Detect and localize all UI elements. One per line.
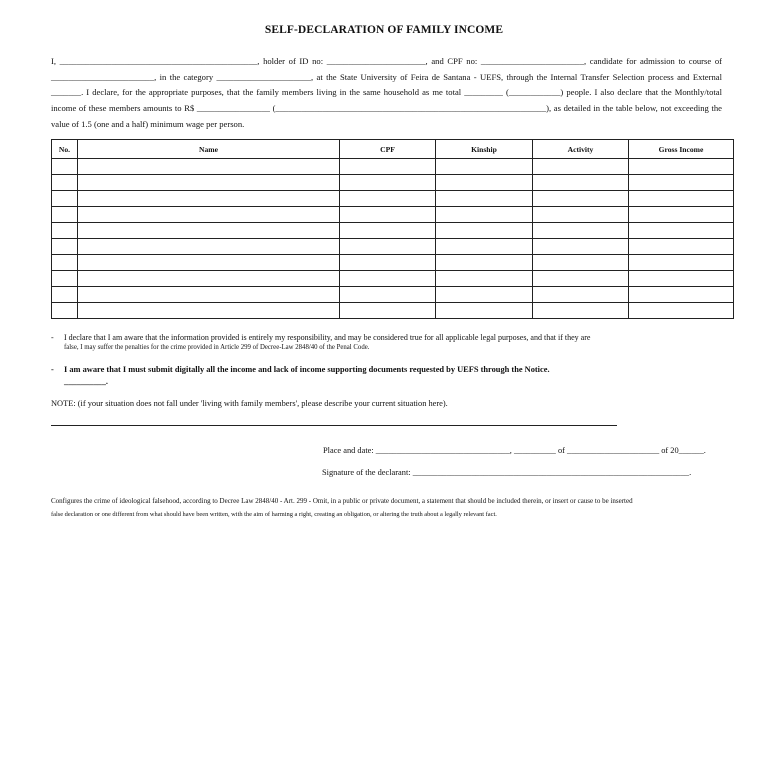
table-cell[interactable]: [52, 191, 78, 207]
documents-statement: [51, 364, 731, 388]
table-cell[interactable]: [533, 303, 629, 319]
table-cell[interactable]: [436, 191, 533, 207]
table-row: [52, 191, 734, 207]
table-cell[interactable]: [78, 175, 340, 191]
family-income-table: [51, 139, 734, 319]
table-cell[interactable]: [436, 207, 533, 223]
table-cell[interactable]: [533, 191, 629, 207]
table-cell[interactable]: [52, 303, 78, 319]
table-cell[interactable]: [52, 271, 78, 287]
table-cell[interactable]: [436, 239, 533, 255]
table-cell[interactable]: [52, 255, 78, 271]
table-cell[interactable]: [629, 175, 734, 191]
table-cell[interactable]: [78, 287, 340, 303]
table-row: [52, 223, 734, 239]
table-cell[interactable]: [436, 175, 533, 191]
table-cell[interactable]: [533, 239, 629, 255]
signature-field[interactable]: Signature of the declarant: __________________________________________________________________.: [322, 468, 692, 477]
table-cell[interactable]: [340, 287, 436, 303]
table-cell[interactable]: [52, 207, 78, 223]
table-cell[interactable]: [78, 159, 340, 175]
note-text: NOTE: (if your situation does not fall under 'living with family members', please describe your current situation here).: [51, 399, 448, 408]
documents-line-2: __________.: [64, 377, 108, 386]
table-cell[interactable]: [629, 159, 734, 175]
declaration-paragraph: I, ______________________________________________, holder of ID no: _______________________, and CPF no: ________________________, candidate for admission to course of ________________________, in the category ______________________, at the State University of Feira de Santana - UEFS, through the Internal Transfer Selection process and External _______. I declare, for the appropriate purposes, that the family members living in the same household as me total _________ (____________) people. I also declare that the Monthly/total income of these members amounts to R$ _________________ (_______________________________________________________________), as detailed in the table below, not exceeding the value of 1.5 (one and a half) minimum wage per person.: [51, 56, 722, 129]
footnote-line-2: false declaration or one different from what should have been written, with the aim of harming a right, creating an obligation, or altering the truth about a legally relevant fact.: [51, 511, 497, 518]
table-cell[interactable]: [78, 271, 340, 287]
table-cell[interactable]: [533, 223, 629, 239]
table-cell[interactable]: [340, 303, 436, 319]
table-row: [52, 287, 734, 303]
header-gross-income: Gross Income: [629, 140, 734, 159]
table-cell[interactable]: [78, 207, 340, 223]
header-cpf: CPF: [340, 140, 436, 159]
table-cell[interactable]: [52, 175, 78, 191]
table-cell[interactable]: [533, 255, 629, 271]
table-cell[interactable]: [629, 239, 734, 255]
table-cell[interactable]: [629, 255, 734, 271]
table-cell[interactable]: [533, 175, 629, 191]
legal-footnote: [51, 495, 727, 521]
bullet-dash: -: [51, 365, 54, 374]
table-cell[interactable]: [52, 159, 78, 175]
table-cell[interactable]: [436, 303, 533, 319]
table-cell[interactable]: [52, 287, 78, 303]
table-body: [52, 159, 734, 319]
table-cell[interactable]: [340, 191, 436, 207]
table-cell[interactable]: [340, 207, 436, 223]
table-row: [52, 175, 734, 191]
header-name: Name: [78, 140, 340, 159]
table-cell[interactable]: [340, 255, 436, 271]
table-cell[interactable]: [436, 271, 533, 287]
table-cell[interactable]: [78, 191, 340, 207]
table-cell[interactable]: [78, 223, 340, 239]
table-cell[interactable]: [533, 287, 629, 303]
table-cell[interactable]: [629, 223, 734, 239]
table-cell[interactable]: [78, 239, 340, 255]
note-answer-line[interactable]: [51, 425, 617, 426]
table-cell[interactable]: [629, 287, 734, 303]
table-row: [52, 159, 734, 175]
table-cell[interactable]: [533, 159, 629, 175]
table-cell[interactable]: [629, 207, 734, 223]
table-cell[interactable]: [436, 287, 533, 303]
table-cell[interactable]: [340, 175, 436, 191]
document-title: SELF-DECLARATION OF FAMILY INCOME: [264, 24, 504, 36]
awareness-line-1: I declare that I am aware that the information provided is entirely my responsibility, and may be considered true for all applicable legal purposes, and that if they are: [64, 333, 591, 342]
header-kinship: Kinship: [436, 140, 533, 159]
table-cell[interactable]: [340, 271, 436, 287]
table-cell[interactable]: [340, 223, 436, 239]
table-row: [52, 239, 734, 255]
table-row: [52, 207, 734, 223]
header-no: No.: [52, 140, 78, 159]
table-cell[interactable]: [78, 255, 340, 271]
table-cell[interactable]: [52, 223, 78, 239]
table-cell[interactable]: [533, 207, 629, 223]
table-cell[interactable]: [629, 303, 734, 319]
table-cell[interactable]: [78, 303, 340, 319]
table-header-row: [52, 140, 734, 159]
table-cell[interactable]: [52, 239, 78, 255]
place-and-date-field[interactable]: Place and date: ________________________________, __________ of ______________________ of 20______.: [323, 446, 706, 455]
table-cell[interactable]: [340, 159, 436, 175]
table-cell[interactable]: [436, 159, 533, 175]
documents-line-1: I am aware that I must submit digitally all the income and lack of income supporting documents requested by UEFS through the Notice.: [64, 365, 550, 374]
table-cell[interactable]: [436, 255, 533, 271]
bullet-dash: -: [51, 333, 54, 342]
table-cell[interactable]: [436, 223, 533, 239]
table-cell[interactable]: [629, 191, 734, 207]
table-cell[interactable]: [340, 239, 436, 255]
table-cell[interactable]: [533, 271, 629, 287]
table-row: [52, 271, 734, 287]
footnote-line-1: Configures the crime of ideological falsehood, according to Decree Law 2848/40 - Art. 299 - Omit, in a public or private document, a statement that should be included therein, or insert or cause to be inserted: [51, 497, 633, 505]
table-cell[interactable]: [629, 271, 734, 287]
awareness-line-2: false, I may suffer the penalties for the crime provided in Article 299 of Decree-Law 2848/40 of the Penal Code.: [64, 344, 370, 351]
awareness-statement: [51, 333, 731, 353]
table-row: [52, 255, 734, 271]
table-row: [52, 303, 734, 319]
header-activity: Activity: [533, 140, 629, 159]
